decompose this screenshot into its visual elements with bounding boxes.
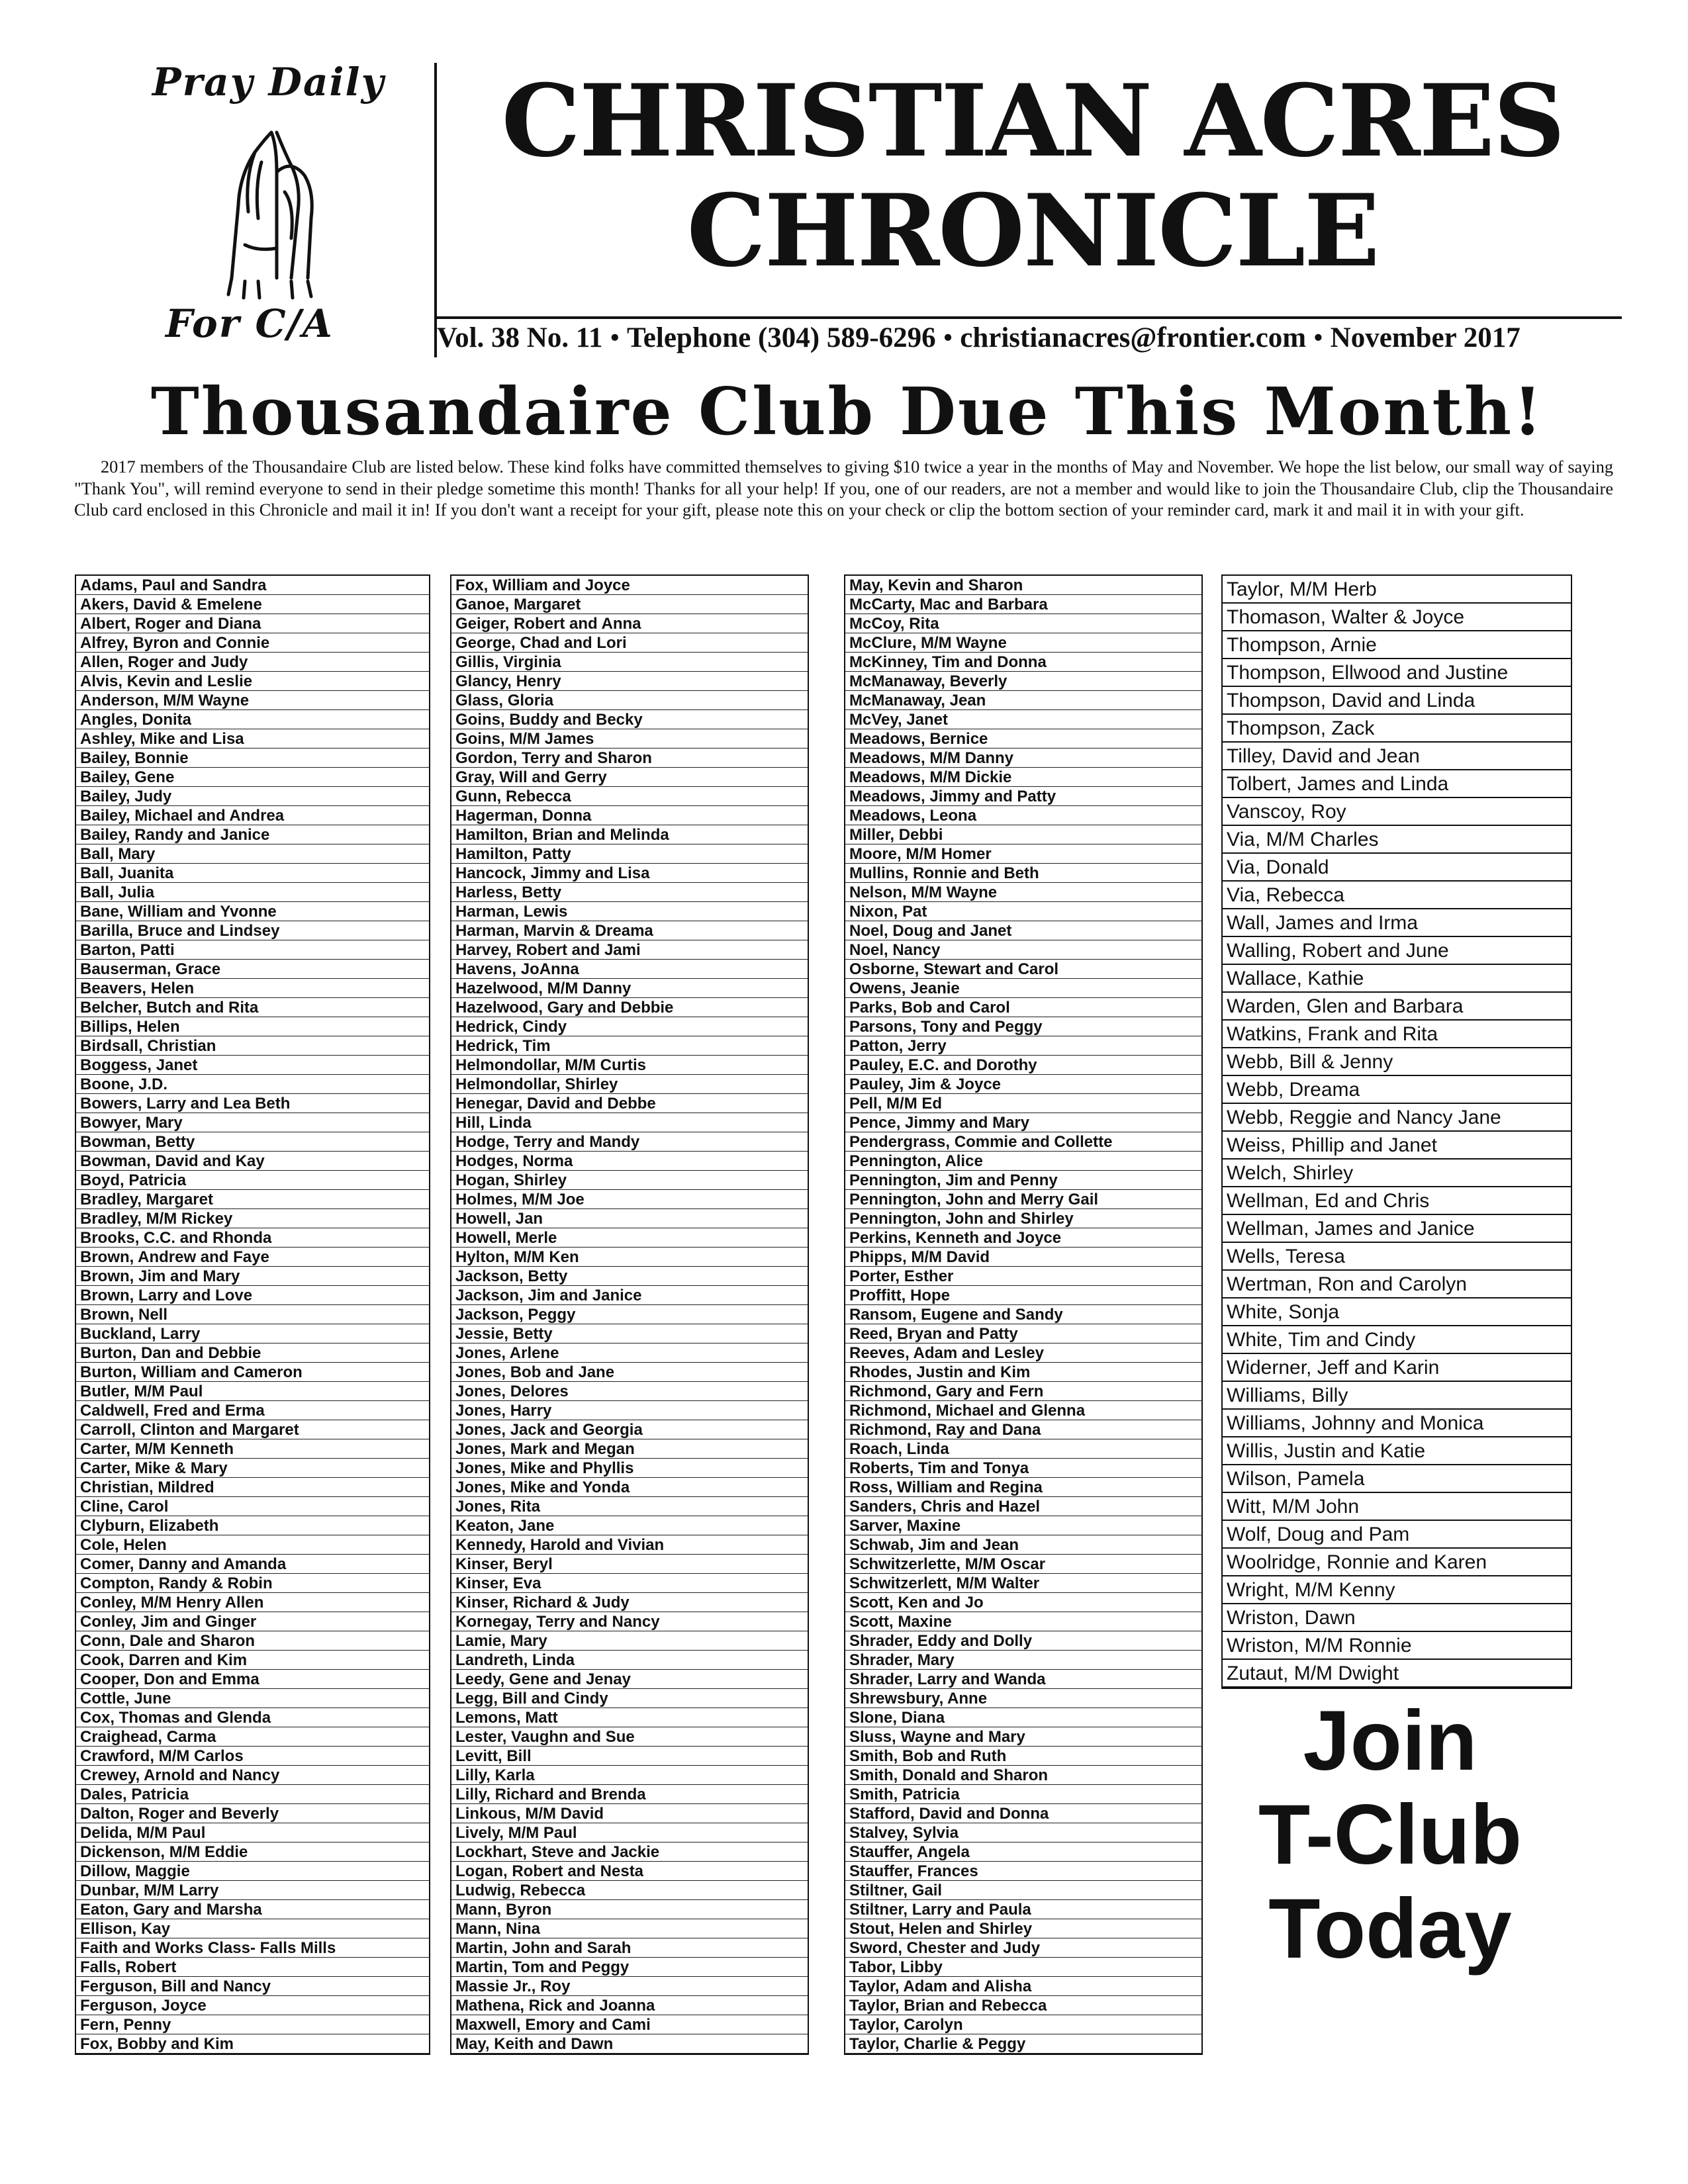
member-list-col-4 bbox=[1221, 574, 1572, 1689]
member-row: Pell, M/M Ed bbox=[845, 1094, 1201, 1113]
promo-line-2: T-Club bbox=[1258, 1788, 1523, 1882]
member-row: Ellison, Kay bbox=[76, 1919, 429, 1938]
member-row: Noel, Doug and Janet bbox=[845, 921, 1201, 940]
member-row: Wright, M/M Kenny bbox=[1223, 1576, 1571, 1604]
member-row: McManaway, Beverly bbox=[845, 672, 1201, 691]
member-row: Belcher, Butch and Rita bbox=[76, 998, 429, 1017]
member-row: Bowman, Betty bbox=[76, 1132, 429, 1152]
member-row: Sluss, Wayne and Mary bbox=[845, 1727, 1201, 1747]
member-row: Meadows, M/M Dickie bbox=[845, 768, 1201, 787]
member-row: Dalton, Roger and Beverly bbox=[76, 1804, 429, 1823]
member-row: Holmes, M/M Joe bbox=[451, 1190, 808, 1209]
member-row: Hodges, Norma bbox=[451, 1152, 808, 1171]
member-row: George, Chad and Lori bbox=[451, 633, 808, 653]
member-row: Dillow, Maggie bbox=[76, 1862, 429, 1881]
member-row: Ferguson, Joyce bbox=[76, 1996, 429, 2015]
member-row: Bradley, M/M Rickey bbox=[76, 1209, 429, 1228]
member-row: Widerner, Jeff and Karin bbox=[1223, 1354, 1571, 1382]
separator: • bbox=[943, 322, 953, 353]
member-row: Stauffer, Frances bbox=[845, 1862, 1201, 1881]
member-row: Walling, Robert and June bbox=[1223, 937, 1571, 965]
member-row: Fox, Bobby and Kim bbox=[76, 2034, 429, 2054]
member-row: Hodge, Terry and Mandy bbox=[451, 1132, 808, 1152]
member-row: Wriston, M/M Ronnie bbox=[1223, 1632, 1571, 1660]
member-row: Shrader, Larry and Wanda bbox=[845, 1670, 1201, 1689]
member-row: Woolridge, Ronnie and Karen bbox=[1223, 1549, 1571, 1576]
member-row: White, Tim and Cindy bbox=[1223, 1326, 1571, 1354]
member-row: Clyburn, Elizabeth bbox=[76, 1516, 429, 1535]
member-row: Pauley, Jim & Joyce bbox=[845, 1075, 1201, 1094]
member-row: Smith, Bob and Ruth bbox=[845, 1747, 1201, 1766]
member-row: Smith, Donald and Sharon bbox=[845, 1766, 1201, 1785]
member-row: Weiss, Phillip and Janet bbox=[1223, 1132, 1571, 1160]
member-row: Crewey, Arnold and Nancy bbox=[76, 1766, 429, 1785]
member-row: McClure, M/M Wayne bbox=[845, 633, 1201, 653]
member-row: Reed, Bryan and Patty bbox=[845, 1324, 1201, 1343]
member-row: Brown, Larry and Love bbox=[76, 1286, 429, 1305]
member-row: Sword, Chester and Judy bbox=[845, 1938, 1201, 1958]
member-row: Jackson, Betty bbox=[451, 1267, 808, 1286]
member-row: Sanders, Chris and Hazel bbox=[845, 1497, 1201, 1516]
member-row: Osborne, Stewart and Carol bbox=[845, 960, 1201, 979]
member-row: Glancy, Henry bbox=[451, 672, 808, 691]
member-row: Fox, William and Joyce bbox=[451, 576, 808, 595]
newspaper-title bbox=[457, 63, 1609, 289]
member-row: Lively, M/M Paul bbox=[451, 1823, 808, 1843]
member-row: Reeves, Adam and Lesley bbox=[845, 1343, 1201, 1363]
masthead-divider bbox=[434, 63, 437, 357]
member-row: Stiltner, Gail bbox=[845, 1881, 1201, 1900]
join-promo bbox=[1238, 1694, 1542, 1976]
member-row: Burton, Dan and Debbie bbox=[76, 1343, 429, 1363]
member-row: Allen, Roger and Judy bbox=[76, 653, 429, 672]
member-row: Schwab, Jim and Jean bbox=[845, 1535, 1201, 1555]
member-row: Webb, Bill & Jenny bbox=[1223, 1048, 1571, 1076]
member-row: Richmond, Ray and Dana bbox=[845, 1420, 1201, 1439]
member-row: Roberts, Tim and Tonya bbox=[845, 1459, 1201, 1478]
member-row: Jones, Harry bbox=[451, 1401, 808, 1420]
article-headline: Thousandaire Club Due This Month! bbox=[150, 374, 1544, 450]
member-row: Ball, Julia bbox=[76, 883, 429, 902]
member-row: Christian, Mildred bbox=[76, 1478, 429, 1497]
member-row: Richmond, Gary and Fern bbox=[845, 1382, 1201, 1401]
member-row: Carter, Mike & Mary bbox=[76, 1459, 429, 1478]
member-row: Cox, Thomas and Glenda bbox=[76, 1708, 429, 1727]
member-row: Ross, William and Regina bbox=[845, 1478, 1201, 1497]
member-row: Leedy, Gene and Jenay bbox=[451, 1670, 808, 1689]
member-row: Dickenson, M/M Eddie bbox=[76, 1843, 429, 1862]
member-row: Carter, M/M Kenneth bbox=[76, 1439, 429, 1459]
member-row: Ashley, Mike and Lisa bbox=[76, 729, 429, 749]
member-row: Boggess, Janet bbox=[76, 1056, 429, 1075]
member-row: Owens, Jeanie bbox=[845, 979, 1201, 998]
member-row: Hagerman, Donna bbox=[451, 806, 808, 825]
member-row: Bailey, Bonnie bbox=[76, 749, 429, 768]
member-row: Legg, Bill and Cindy bbox=[451, 1689, 808, 1708]
promo-line-1: Join bbox=[1303, 1694, 1477, 1788]
member-row: Willis, Justin and Katie bbox=[1223, 1437, 1571, 1465]
member-row: Lilly, Richard and Brenda bbox=[451, 1785, 808, 1804]
member-row: Parks, Bob and Carol bbox=[845, 998, 1201, 1017]
member-row: Mann, Nina bbox=[451, 1919, 808, 1938]
member-row: Ludwig, Rebecca bbox=[451, 1881, 808, 1900]
member-row: Bailey, Gene bbox=[76, 768, 429, 787]
member-row: Carroll, Clinton and Margaret bbox=[76, 1420, 429, 1439]
member-row: May, Keith and Dawn bbox=[451, 2034, 808, 2054]
member-row: McCoy, Rita bbox=[845, 614, 1201, 633]
member-row: Tolbert, James and Linda bbox=[1223, 770, 1571, 798]
member-row: Kennedy, Harold and Vivian bbox=[451, 1535, 808, 1555]
member-row: McVey, Janet bbox=[845, 710, 1201, 729]
member-row: Faith and Works Class- Falls Mills bbox=[76, 1938, 429, 1958]
member-row: Shrader, Mary bbox=[845, 1651, 1201, 1670]
member-row: Jones, Mike and Phyllis bbox=[451, 1459, 808, 1478]
member-row: Bauserman, Grace bbox=[76, 960, 429, 979]
member-row: Lester, Vaughn and Sue bbox=[451, 1727, 808, 1747]
member-row: Perkins, Kenneth and Joyce bbox=[845, 1228, 1201, 1248]
member-row: Wall, James and Irma bbox=[1223, 909, 1571, 937]
member-row: Bailey, Judy bbox=[76, 787, 429, 806]
member-row: McCarty, Mac and Barbara bbox=[845, 595, 1201, 614]
member-row: Jones, Mark and Megan bbox=[451, 1439, 808, 1459]
member-row: Conley, Jim and Ginger bbox=[76, 1612, 429, 1631]
member-row: Gillis, Virginia bbox=[451, 653, 808, 672]
member-row: Proffitt, Hope bbox=[845, 1286, 1201, 1305]
member-row: Craighead, Carma bbox=[76, 1727, 429, 1747]
member-row: Lockhart, Steve and Jackie bbox=[451, 1843, 808, 1862]
member-row: Hill, Linda bbox=[451, 1113, 808, 1132]
issue-info-bar bbox=[437, 322, 1622, 354]
member-row: Gunn, Rebecca bbox=[451, 787, 808, 806]
masthead-rule bbox=[434, 316, 1622, 319]
logo-bottom-text: For C/A bbox=[165, 301, 334, 346]
member-row: Pennington, Alice bbox=[845, 1152, 1201, 1171]
member-row: Harvey, Robert and Jami bbox=[451, 940, 808, 960]
member-row: Webb, Reggie and Nancy Jane bbox=[1223, 1104, 1571, 1132]
member-row: Meadows, M/M Danny bbox=[845, 749, 1201, 768]
member-row: Meadows, Jimmy and Patty bbox=[845, 787, 1201, 806]
member-row: Smith, Patricia bbox=[845, 1785, 1201, 1804]
member-row: Pendergrass, Commie and Collette bbox=[845, 1132, 1201, 1152]
member-row: Mullins, Ronnie and Beth bbox=[845, 864, 1201, 883]
member-row: Kinser, Beryl bbox=[451, 1555, 808, 1574]
member-row: Warden, Glen and Barbara bbox=[1223, 993, 1571, 1021]
member-row: Stout, Helen and Shirley bbox=[845, 1919, 1201, 1938]
member-row: Wellman, Ed and Chris bbox=[1223, 1187, 1571, 1215]
member-row: Hogan, Shirley bbox=[451, 1171, 808, 1190]
member-row: Jones, Jack and Georgia bbox=[451, 1420, 808, 1439]
member-row: Rhodes, Justin and Kim bbox=[845, 1363, 1201, 1382]
member-row: Schwitzerlett, M/M Walter bbox=[845, 1574, 1201, 1593]
member-row: Miller, Debbi bbox=[845, 825, 1201, 844]
member-row: Pennington, John and Merry Gail bbox=[845, 1190, 1201, 1209]
title-line-1: CHRISTIAN ACRES bbox=[501, 63, 1564, 179]
member-row: Williams, Johnny and Monica bbox=[1223, 1410, 1571, 1437]
member-row: Bailey, Randy and Janice bbox=[76, 825, 429, 844]
member-row: Bowers, Larry and Lea Beth bbox=[76, 1094, 429, 1113]
member-row: Boyd, Patricia bbox=[76, 1171, 429, 1190]
member-row: Porter, Esther bbox=[845, 1267, 1201, 1286]
member-row: Crawford, M/M Carlos bbox=[76, 1747, 429, 1766]
member-row: Kinser, Eva bbox=[451, 1574, 808, 1593]
member-row: Fern, Penny bbox=[76, 2015, 429, 2034]
member-row: Taylor, M/M Herb bbox=[1223, 576, 1571, 604]
member-row: Wallace, Kathie bbox=[1223, 965, 1571, 993]
member-row: Taylor, Brian and Rebecca bbox=[845, 1996, 1201, 2015]
member-row: Levitt, Bill bbox=[451, 1747, 808, 1766]
member-row: Linkous, M/M David bbox=[451, 1804, 808, 1823]
member-row: Scott, Maxine bbox=[845, 1612, 1201, 1631]
article-intro: 2017 members of the Thousandaire Club are listed below. These kind folks have committed themselves to giving $10 twice a year in the months of May and November. We hope the list below, our small way of saying "Thank You", will remind everyone to send in their pledge sometime this month! Thanks for all your help! If you, one of our readers, are not a member and would like to join the Thousandaire Club, clip the Thousandaire Club card enclosed in this Chronicle and mail it in! If you don't want a receipt for your gift, please note this on your check or clip the bottom section of your reminder card, mark it and mail it in with your gift. bbox=[74, 457, 1613, 520]
member-row: Via, M/M Charles bbox=[1223, 826, 1571, 854]
member-row: Witt, M/M John bbox=[1223, 1493, 1571, 1521]
member-row: Jackson, Peggy bbox=[451, 1305, 808, 1324]
member-row: Meadows, Bernice bbox=[845, 729, 1201, 749]
member-list-col-2 bbox=[450, 574, 809, 2055]
member-row: Wellman, James and Janice bbox=[1223, 1215, 1571, 1243]
member-row: Jones, Arlene bbox=[451, 1343, 808, 1363]
member-row: Angles, Donita bbox=[76, 710, 429, 729]
member-row: Logan, Robert and Nesta bbox=[451, 1862, 808, 1881]
member-row: Williams, Billy bbox=[1223, 1382, 1571, 1410]
member-row: Phipps, M/M David bbox=[845, 1248, 1201, 1267]
member-row: Shrader, Eddy and Dolly bbox=[845, 1631, 1201, 1651]
member-row: Wells, Teresa bbox=[1223, 1243, 1571, 1271]
member-row: Cook, Darren and Kim bbox=[76, 1651, 429, 1670]
member-row: Massie Jr., Roy bbox=[451, 1977, 808, 1996]
member-row: Hedrick, Cindy bbox=[451, 1017, 808, 1036]
member-row: Glass, Gloria bbox=[451, 691, 808, 710]
member-row: Hazelwood, M/M Danny bbox=[451, 979, 808, 998]
member-row: Thomason, Walter & Joyce bbox=[1223, 604, 1571, 631]
member-list-col-1 bbox=[75, 574, 430, 2055]
member-row: Ball, Mary bbox=[76, 844, 429, 864]
member-row: Comer, Danny and Amanda bbox=[76, 1555, 429, 1574]
member-row: Cooper, Don and Emma bbox=[76, 1670, 429, 1689]
member-row: Anderson, M/M Wayne bbox=[76, 691, 429, 710]
member-row: Boone, J.D. bbox=[76, 1075, 429, 1094]
member-row: Cole, Helen bbox=[76, 1535, 429, 1555]
member-row: Delida, M/M Paul bbox=[76, 1823, 429, 1843]
member-row: Martin, Tom and Peggy bbox=[451, 1958, 808, 1977]
member-row: Lemons, Matt bbox=[451, 1708, 808, 1727]
member-row: Pauley, E.C. and Dorothy bbox=[845, 1056, 1201, 1075]
member-row: Lamie, Mary bbox=[451, 1631, 808, 1651]
member-row: Schwitzerlette, M/M Oscar bbox=[845, 1555, 1201, 1574]
member-row: Brown, Andrew and Faye bbox=[76, 1248, 429, 1267]
member-row: Helmondollar, M/M Curtis bbox=[451, 1056, 808, 1075]
member-row: Ransom, Eugene and Sandy bbox=[845, 1305, 1201, 1324]
member-row: Harman, Lewis bbox=[451, 902, 808, 921]
member-row: Goins, Buddy and Becky bbox=[451, 710, 808, 729]
member-row: Welch, Shirley bbox=[1223, 1160, 1571, 1187]
member-row: Howell, Jan bbox=[451, 1209, 808, 1228]
member-row: Sarver, Maxine bbox=[845, 1516, 1201, 1535]
member-row: Zutaut, M/M Dwight bbox=[1223, 1660, 1571, 1688]
member-row: Ferguson, Bill and Nancy bbox=[76, 1977, 429, 1996]
member-row: Hedrick, Tim bbox=[451, 1036, 808, 1056]
title-line-2: CHRONICLE bbox=[686, 173, 1379, 289]
member-row: Jessie, Betty bbox=[451, 1324, 808, 1343]
member-row: Wolf, Doug and Pam bbox=[1223, 1521, 1571, 1549]
telephone: Telephone (304) 589-6296 bbox=[627, 322, 936, 353]
member-row: Harman, Marvin & Dreama bbox=[451, 921, 808, 940]
member-row: Roach, Linda bbox=[845, 1439, 1201, 1459]
member-row: Meadows, Leona bbox=[845, 806, 1201, 825]
member-row: Via, Donald bbox=[1223, 854, 1571, 882]
member-row: Ganoe, Margaret bbox=[451, 595, 808, 614]
member-row: Wilson, Pamela bbox=[1223, 1465, 1571, 1493]
member-row: Nixon, Pat bbox=[845, 902, 1201, 921]
member-row: Billips, Helen bbox=[76, 1017, 429, 1036]
member-row: Bradley, Margaret bbox=[76, 1190, 429, 1209]
member-row: Hylton, M/M Ken bbox=[451, 1248, 808, 1267]
member-row: Burton, William and Cameron bbox=[76, 1363, 429, 1382]
member-row: Pennington, Jim and Penny bbox=[845, 1171, 1201, 1190]
member-row: Jones, Bob and Jane bbox=[451, 1363, 808, 1382]
member-row: Jones, Delores bbox=[451, 1382, 808, 1401]
member-row: Thompson, David and Linda bbox=[1223, 687, 1571, 715]
member-row: Albert, Roger and Diana bbox=[76, 614, 429, 633]
member-row: May, Kevin and Sharon bbox=[845, 576, 1201, 595]
member-row: Moore, M/M Homer bbox=[845, 844, 1201, 864]
member-row: Tabor, Libby bbox=[845, 1958, 1201, 1977]
member-row: Pence, Jimmy and Mary bbox=[845, 1113, 1201, 1132]
member-row: Hancock, Jimmy and Lisa bbox=[451, 864, 808, 883]
member-row: Vanscoy, Roy bbox=[1223, 798, 1571, 826]
member-row: Brown, Jim and Mary bbox=[76, 1267, 429, 1286]
member-row: Gray, Will and Gerry bbox=[451, 768, 808, 787]
volume-number: Vol. 38 No. 11 bbox=[437, 322, 603, 353]
member-row: Lilly, Karla bbox=[451, 1766, 808, 1785]
promo-line-3: Today bbox=[1268, 1882, 1512, 1976]
email: christianacres@frontier.com bbox=[960, 322, 1307, 353]
member-row: Caldwell, Fred and Erma bbox=[76, 1401, 429, 1420]
member-row: Thompson, Ellwood and Justine bbox=[1223, 659, 1571, 687]
member-row: Shrewsbury, Anne bbox=[845, 1689, 1201, 1708]
praying-hands-icon bbox=[192, 113, 351, 304]
member-row: Landreth, Linda bbox=[451, 1651, 808, 1670]
member-row: Geiger, Robert and Anna bbox=[451, 614, 808, 633]
separator: • bbox=[610, 322, 620, 353]
member-row: Brown, Nell bbox=[76, 1305, 429, 1324]
member-row: Thompson, Zack bbox=[1223, 715, 1571, 743]
member-row: Henegar, David and Debbe bbox=[451, 1094, 808, 1113]
member-row: Mann, Byron bbox=[451, 1900, 808, 1919]
member-row: Tilley, David and Jean bbox=[1223, 743, 1571, 770]
member-row: Akers, David & Emelene bbox=[76, 595, 429, 614]
member-row: Conn, Dale and Sharon bbox=[76, 1631, 429, 1651]
member-row: Bowman, David and Kay bbox=[76, 1152, 429, 1171]
masthead-logo bbox=[132, 60, 417, 364]
member-row: Howell, Merle bbox=[451, 1228, 808, 1248]
member-row: Dales, Patricia bbox=[76, 1785, 429, 1804]
member-row: Keaton, Jane bbox=[451, 1516, 808, 1535]
member-row: Patton, Jerry bbox=[845, 1036, 1201, 1056]
member-row: Taylor, Adam and Alisha bbox=[845, 1977, 1201, 1996]
member-row: Cottle, June bbox=[76, 1689, 429, 1708]
member-row: Beavers, Helen bbox=[76, 979, 429, 998]
member-row: Ball, Juanita bbox=[76, 864, 429, 883]
member-row: Parsons, Tony and Peggy bbox=[845, 1017, 1201, 1036]
member-row: Richmond, Michael and Glenna bbox=[845, 1401, 1201, 1420]
member-row: Adams, Paul and Sandra bbox=[76, 576, 429, 595]
member-row: Cline, Carol bbox=[76, 1497, 429, 1516]
member-row: Maxwell, Emory and Cami bbox=[451, 2015, 808, 2034]
member-row: Scott, Ken and Jo bbox=[845, 1593, 1201, 1612]
member-row: Hamilton, Patty bbox=[451, 844, 808, 864]
member-row: Havens, JoAnna bbox=[451, 960, 808, 979]
member-row: Butler, M/M Paul bbox=[76, 1382, 429, 1401]
member-row: Falls, Robert bbox=[76, 1958, 429, 1977]
member-row: Stauffer, Angela bbox=[845, 1843, 1201, 1862]
member-row: Birdsall, Christian bbox=[76, 1036, 429, 1056]
member-row: Stafford, David and Donna bbox=[845, 1804, 1201, 1823]
member-row: Kornegay, Terry and Nancy bbox=[451, 1612, 808, 1631]
member-row: Gordon, Terry and Sharon bbox=[451, 749, 808, 768]
issue-date: November 2017 bbox=[1330, 322, 1521, 353]
member-row: Barilla, Bruce and Lindsey bbox=[76, 921, 429, 940]
member-row: Kinser, Richard & Judy bbox=[451, 1593, 808, 1612]
member-list-col-3 bbox=[844, 574, 1203, 2055]
member-row: Jackson, Jim and Janice bbox=[451, 1286, 808, 1305]
member-row: Bane, William and Yvonne bbox=[76, 902, 429, 921]
member-row: Goins, M/M James bbox=[451, 729, 808, 749]
member-row: Dunbar, M/M Larry bbox=[76, 1881, 429, 1900]
member-row: Via, Rebecca bbox=[1223, 882, 1571, 909]
member-row: Jones, Rita bbox=[451, 1497, 808, 1516]
member-row: Slone, Diana bbox=[845, 1708, 1201, 1727]
separator: • bbox=[1313, 322, 1323, 353]
member-row: Helmondollar, Shirley bbox=[451, 1075, 808, 1094]
member-row: McManaway, Jean bbox=[845, 691, 1201, 710]
member-row: Taylor, Charlie & Peggy bbox=[845, 2034, 1201, 2054]
member-row: Conley, M/M Henry Allen bbox=[76, 1593, 429, 1612]
member-row: Bowyer, Mary bbox=[76, 1113, 429, 1132]
member-row: Eaton, Gary and Marsha bbox=[76, 1900, 429, 1919]
member-row: Barton, Patti bbox=[76, 940, 429, 960]
member-row: Mathena, Rick and Joanna bbox=[451, 1996, 808, 2015]
member-row: Nelson, M/M Wayne bbox=[845, 883, 1201, 902]
member-row: Wriston, Dawn bbox=[1223, 1604, 1571, 1632]
member-row: Harless, Betty bbox=[451, 883, 808, 902]
member-row: Stalvey, Sylvia bbox=[845, 1823, 1201, 1843]
member-row: Taylor, Carolyn bbox=[845, 2015, 1201, 2034]
member-row: Alfrey, Byron and Connie bbox=[76, 633, 429, 653]
member-row: Webb, Dreama bbox=[1223, 1076, 1571, 1104]
member-row: White, Sonja bbox=[1223, 1298, 1571, 1326]
member-row: Thompson, Arnie bbox=[1223, 631, 1571, 659]
member-row: Compton, Randy & Robin bbox=[76, 1574, 429, 1593]
member-row: Pennington, John and Shirley bbox=[845, 1209, 1201, 1228]
member-row: Stiltner, Larry and Paula bbox=[845, 1900, 1201, 1919]
member-row: Wertman, Ron and Carolyn bbox=[1223, 1271, 1571, 1298]
logo-top-text: Pray Daily bbox=[152, 60, 385, 105]
member-row: McKinney, Tim and Donna bbox=[845, 653, 1201, 672]
member-row: Alvis, Kevin and Leslie bbox=[76, 672, 429, 691]
member-row: Hazelwood, Gary and Debbie bbox=[451, 998, 808, 1017]
member-row: Hamilton, Brian and Melinda bbox=[451, 825, 808, 844]
member-row: Martin, John and Sarah bbox=[451, 1938, 808, 1958]
member-row: Watkins, Frank and Rita bbox=[1223, 1021, 1571, 1048]
member-row: Brooks, C.C. and Rhonda bbox=[76, 1228, 429, 1248]
member-row: Bailey, Michael and Andrea bbox=[76, 806, 429, 825]
member-row: Noel, Nancy bbox=[845, 940, 1201, 960]
member-row: Buckland, Larry bbox=[76, 1324, 429, 1343]
member-row: Jones, Mike and Yonda bbox=[451, 1478, 808, 1497]
